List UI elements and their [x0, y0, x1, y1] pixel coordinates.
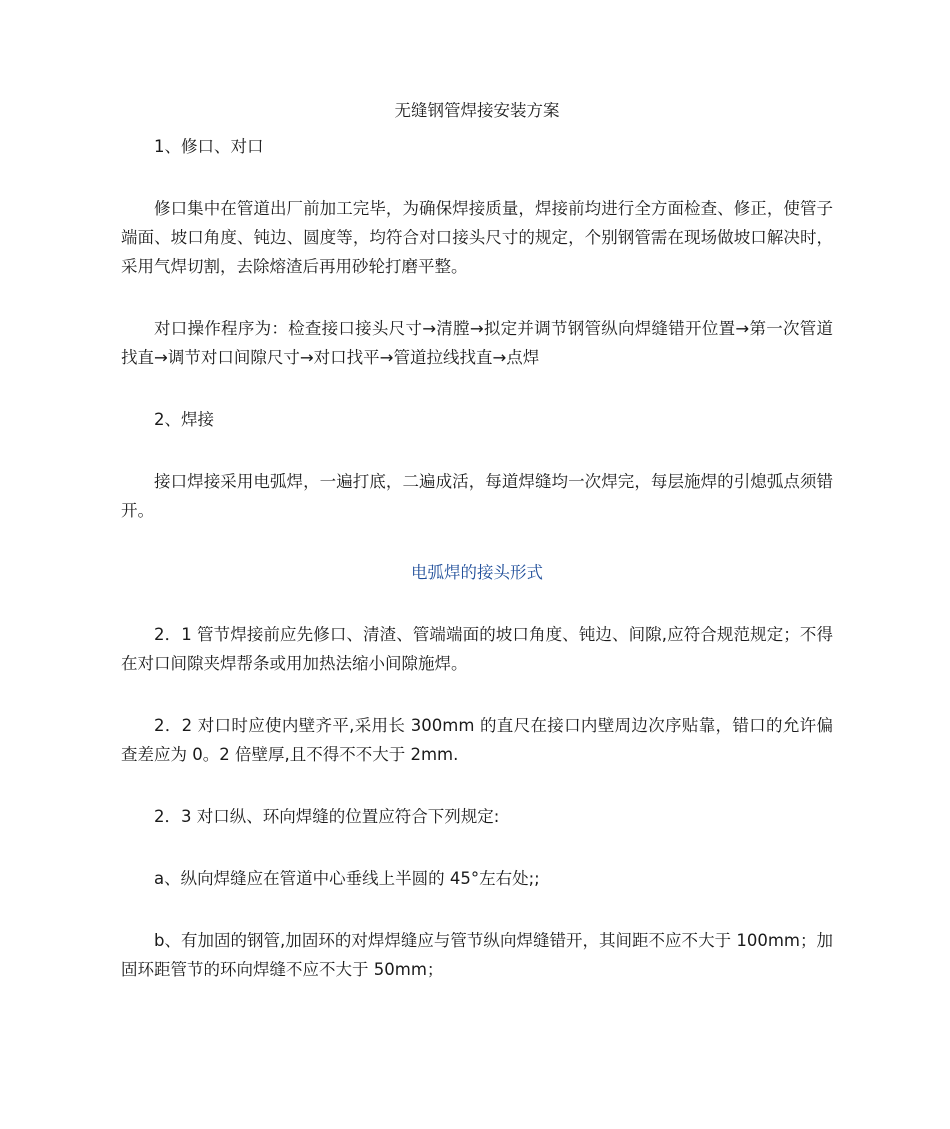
list-item-b: b、有加固的钢管,加固环的对焊焊缝应与管节纵向焊缝错开，其间距不应不大于 100mm；加固环距管节的环向焊缝不应不大于 50mm； — [121, 931, 833, 979]
paragraph-2-3: 2．3 对口纵、环向焊缝的位置应符合下列规定: — [154, 807, 500, 826]
paragraph-2-2: 2．2 对口时应使内壁齐平,采用长 300mm 的直尺在接口内壁周边次序贴靠，错口的允许偏查差应为 0。2 倍壁厚,且不得不不大于 2mm. — [121, 716, 833, 764]
section-heading-welding: 2、焊接 — [154, 410, 214, 429]
document-body — [121, 96, 833, 984]
paragraph-2-1: 2．1 管节焊接前应先修口、清渣、管端端面的坡口角度、钝边、间隙,应符合规范规定；不得在对口间隙夹焊帮条或用加热法缩小间隙施焊。 — [121, 625, 833, 673]
section-subtitle-joint-form: 电弧焊的接头形式 — [411, 563, 543, 582]
document-title: 无缝钢管焊接安装方案 — [394, 101, 560, 120]
section-heading-repair: 1、修口、对口 — [154, 137, 264, 156]
paragraph-welding-method: 接口焊接采用电弧焊，一遍打底，二遍成活，每道焊缝均一次焊完，每层施焊的引熄弧点须错开。 — [121, 472, 833, 520]
paragraph-alignment-procedure: 对口操作程序为：检查接口接头尺寸→清膛→拟定并调节钢管纵向焊缝错开位置→第一次管道找直→调节对口间隙尺寸→对口找平→管道拉线找直→点焊 — [121, 319, 833, 367]
paragraph-repair: 修口集中在管道出厂前加工完毕，为确保焊接质量，焊接前均进行全方面检查、修正，使管子端面、坡口角度、钝边、圆度等，均符合对口接头尺寸的规定，个别钢管需在现场做坡口解决时，采用气焊切割，去除熔渣后再用砂轮打磨平整。 — [121, 199, 833, 276]
list-item-a: a、纵向焊缝应在管道中心垂线上半圆的 45°左右处;; — [154, 869, 540, 888]
